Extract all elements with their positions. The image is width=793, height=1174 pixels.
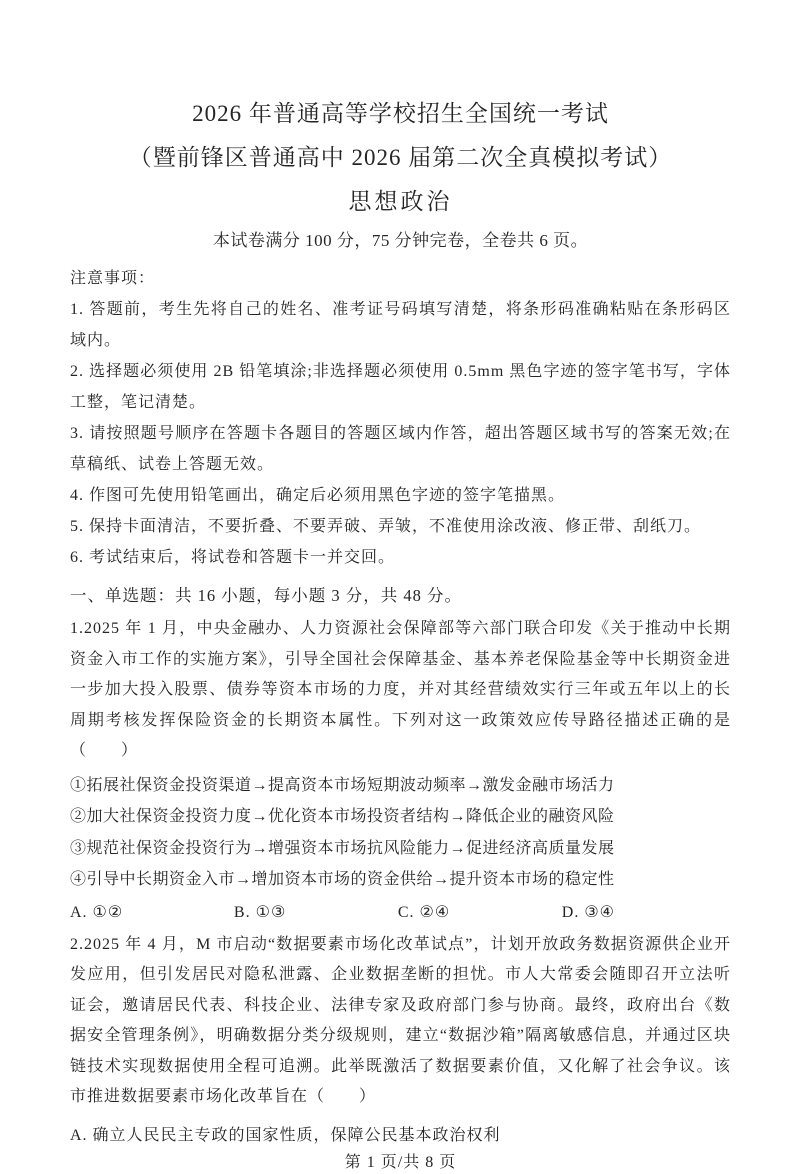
question-1-option-a: A. ①② <box>70 903 124 921</box>
question-1-statement-1: ①拓展社保资金投资渠道→提高资本市场短期波动频率→激发金融市场活力 <box>70 776 615 794</box>
notice-item-1: 1. 答题前，考生先将自己的姓名、准考证号码填写清楚，将条形码准确粘贴在条形码区域内。 <box>70 301 731 349</box>
question-1-stem: 1.2025 年 1 月，中央金融办、人力资源社会保障部等六部门联合印发《关于推动中长期资金入市工作的实施方案》，引导全国社会保障基金、基本养老保险基金等中长期资金进一步加大投入股票、债券等资本市场的力度，并对其经营绩效实行三年或五年以上的长周期考核发挥保险资金的长期资本属性。下列对这一政策效应传导路径描述正确的是（ ） <box>70 620 731 759</box>
question-1-options <box>70 897 731 928</box>
question-1-statement-3: ③规范社保资金投资行为→增强资本市场抗风险能力→促进经济高质量发展 <box>70 839 615 857</box>
section-heading-single-choice: 一、单选题：共 16 小题，每小题 3 分，共 48 分。 <box>70 586 462 605</box>
question-1-option-c: C. ②④ <box>397 903 451 921</box>
question-1-statement-2: ②加大社保资金投资力度→优化资本市场投资者结构→降低企业的融资风险 <box>70 808 615 825</box>
exam-info-line: 本试卷满分 100 分，75 分钟完卷，全卷共 6 页。 <box>212 231 589 250</box>
question-1-option-b: B. ①③ <box>233 903 287 921</box>
exam-title-line1: 2026 年普通高等学校招生全国统一考试 <box>192 101 609 126</box>
notice-item-4: 4. 作图可先使用铅笔画出，确定后必须用黑色字迹的签字笔描黑。 <box>70 487 566 504</box>
exam-title-line2: （暨前锋区普通高中 2026 届第二次全真模拟考试） <box>128 145 673 170</box>
notice-item-3: 3. 请按照题号顺序在答题卡各题目的答题区域内作答，超出答题区域书写的答案无效;在草稿纸、试卷上答题无效。 <box>70 425 731 473</box>
question-1-option-d: D. ③④ <box>561 903 616 921</box>
question-2-option-a: A. 确立人民民主专政的国家性质，保障公民基本政治权利 <box>70 1126 501 1144</box>
notice-section <box>70 263 731 573</box>
question-2-stem: 2.2025 年 4 月，M 市启动“数据要素市场化改革试点”，计划开放政务数据资源供企业开发应用，但引发居民对隐私泄露、企业数据垄断的担忧。市人大常委会随即召开立法听证会，邀请居民代表、科技企业、法律专家及政府部门参与协商。最终，政府出台《数据安全管理条例》，明确数据分类分级规则，建立“数据沙箱”隔离敏感信息，并通过区块链技术实现数据使用全程可追溯。此举既激活了数据要素价值，又化解了社会争议。该市推进数据要素市场化改革旨在（ ） <box>70 935 731 1105</box>
page-footer: 第 1 页/共 8 页 <box>344 1153 457 1171</box>
notice-heading: 注意事项： <box>70 270 156 287</box>
notice-item-2: 2. 选择题必须使用 2B 铅笔填涂;非选择题必须使用 0.5mm 黑色字迹的签字笔书写，字体工整，笔记清楚。 <box>70 363 731 411</box>
question-1-statements <box>70 770 731 896</box>
exam-subject: 思想政治 <box>348 189 453 214</box>
notice-item-5: 5. 保持卡面清洁，不要折叠、不要弄破、弄皱，不准使用涂改液、修正带、刮纸刀。 <box>70 518 702 535</box>
question-1 <box>70 614 731 928</box>
question-2 <box>70 930 731 1151</box>
exam-header <box>70 92 731 257</box>
notice-item-6: 6. 考试结束后，将试卷和答题卡一并交回。 <box>70 549 396 566</box>
question-1-statement-4: ④引导中长期资金入市→增加资本市场的资金供给→提升资本市场的稳定性 <box>70 871 615 888</box>
questions-area <box>70 579 731 1151</box>
